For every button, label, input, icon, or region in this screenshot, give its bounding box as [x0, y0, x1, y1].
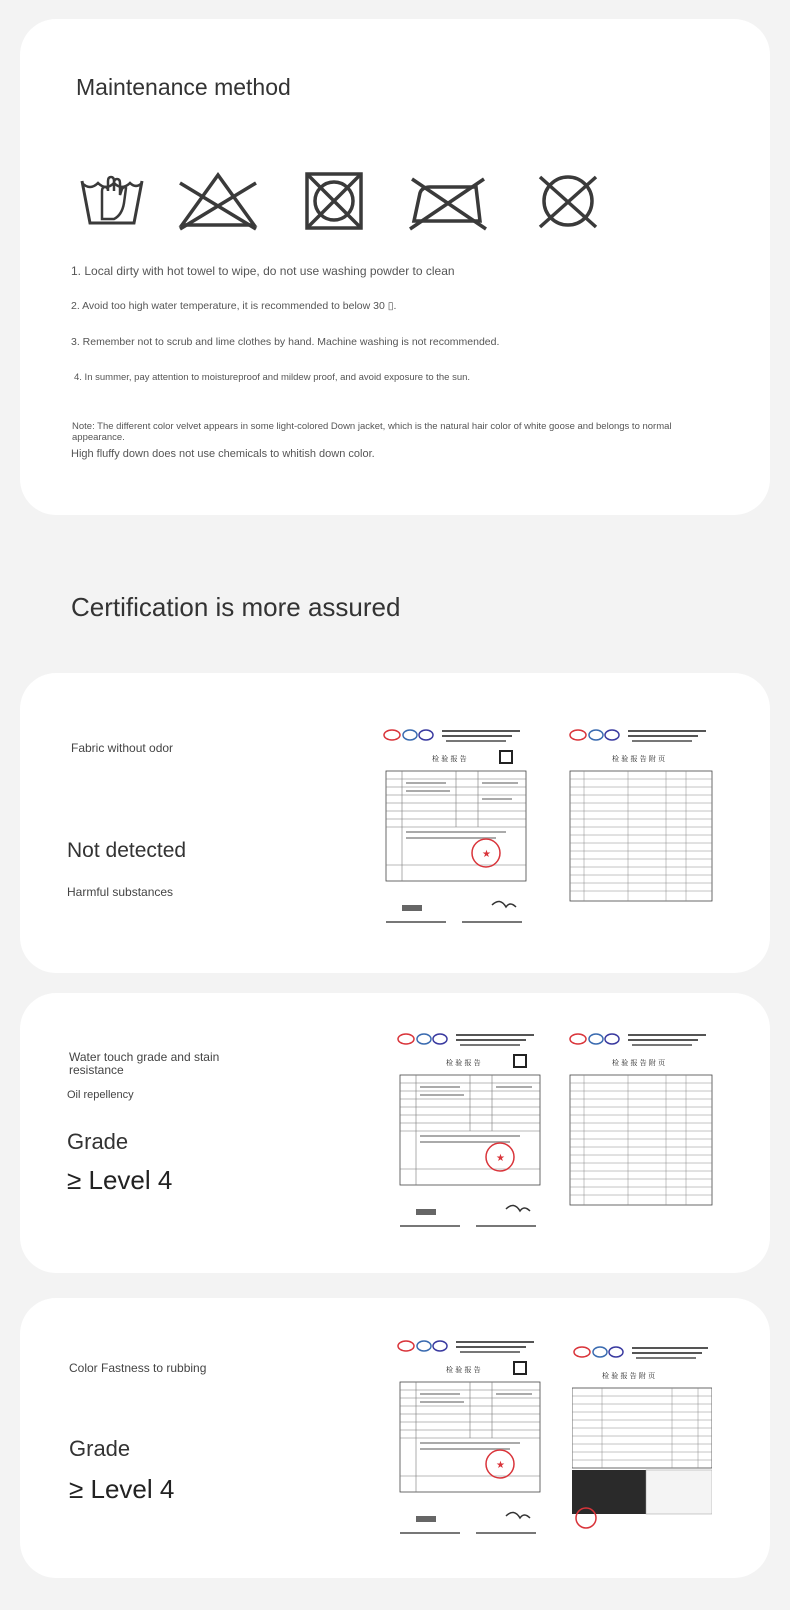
maintenance-note-2: High fluffy down does not use chemicals to whitish down color. [71, 448, 375, 460]
svg-text:★: ★ [496, 1153, 505, 1164]
doc-title-4: 检 验 报 告 附 页 [612, 1059, 666, 1067]
odor-label: Fabric without odor [71, 741, 174, 755]
maintenance-rule-3: 3. Remember not to scrub and lime clothes by hand. Machine washing is not recommended. [71, 336, 500, 348]
maintenance-rule-1: 1. Local dirty with hot towel to wipe, do not use washing powder to clean [71, 264, 455, 278]
doc-title-1: 检 验 报 告 [432, 755, 467, 763]
svg-text:★: ★ [496, 1460, 505, 1471]
water-grade: Grade [67, 1129, 129, 1154]
maintenance-rule-4: 4. In summer, pay attention to moistureproof and mildew proof, and avoid exposure to the sun. [74, 372, 471, 383]
water-sub: Oil repellency [67, 1089, 134, 1101]
odor-result: Not detected [67, 839, 187, 862]
doc-title-2: 检 验 报 告 附 页 [612, 755, 666, 763]
test-report-image [382, 725, 530, 930]
odor-sub: Harmful substances [67, 885, 174, 899]
maintenance-card [20, 19, 770, 515]
water-level: ≥ Level 4 [67, 1165, 173, 1195]
doc-title-3: 检 验 报 告 [446, 1059, 481, 1067]
rubbing-label: Color Fastness to rubbing [69, 1361, 207, 1375]
maintenance-note: Note: The different color velvet appears in some light-colored Down jacket, which is the natural hair color of white goose and belongs to normal appearance. [72, 421, 672, 443]
maintenance-title: Maintenance method [76, 74, 291, 100]
doc-title-5: 检 验 报 告 [446, 1366, 481, 1374]
test-report-image [396, 1336, 544, 1541]
test-report-image [396, 1029, 544, 1234]
do-not-tumble-dry-icon [304, 169, 364, 233]
water-label: Water touch grade and stain resistance [69, 1050, 220, 1077]
do-not-iron-icon [408, 169, 488, 233]
hand-wash-icon [80, 169, 144, 233]
test-report-attachment-image [572, 1342, 712, 1532]
test-report-attachment-image [568, 725, 716, 905]
doc-title-6: 检 验 报 告 附 页 [602, 1372, 656, 1380]
test-report-attachment-image [568, 1029, 716, 1209]
certification-heading: Certification is more assured [71, 592, 401, 622]
maintenance-rule-2: 2. Avoid too high water temperature, it is recommended to below 30 ▯. [71, 300, 397, 312]
do-not-dry-clean-icon [536, 169, 600, 233]
odor-card [20, 673, 770, 973]
water-card [20, 993, 770, 1273]
do-not-bleach-icon [178, 169, 258, 233]
rubbing-level: ≥ Level 4 [69, 1474, 175, 1504]
rubbing-card [20, 1298, 770, 1578]
svg-text:★: ★ [482, 849, 491, 860]
rubbing-grade: Grade [69, 1436, 131, 1461]
